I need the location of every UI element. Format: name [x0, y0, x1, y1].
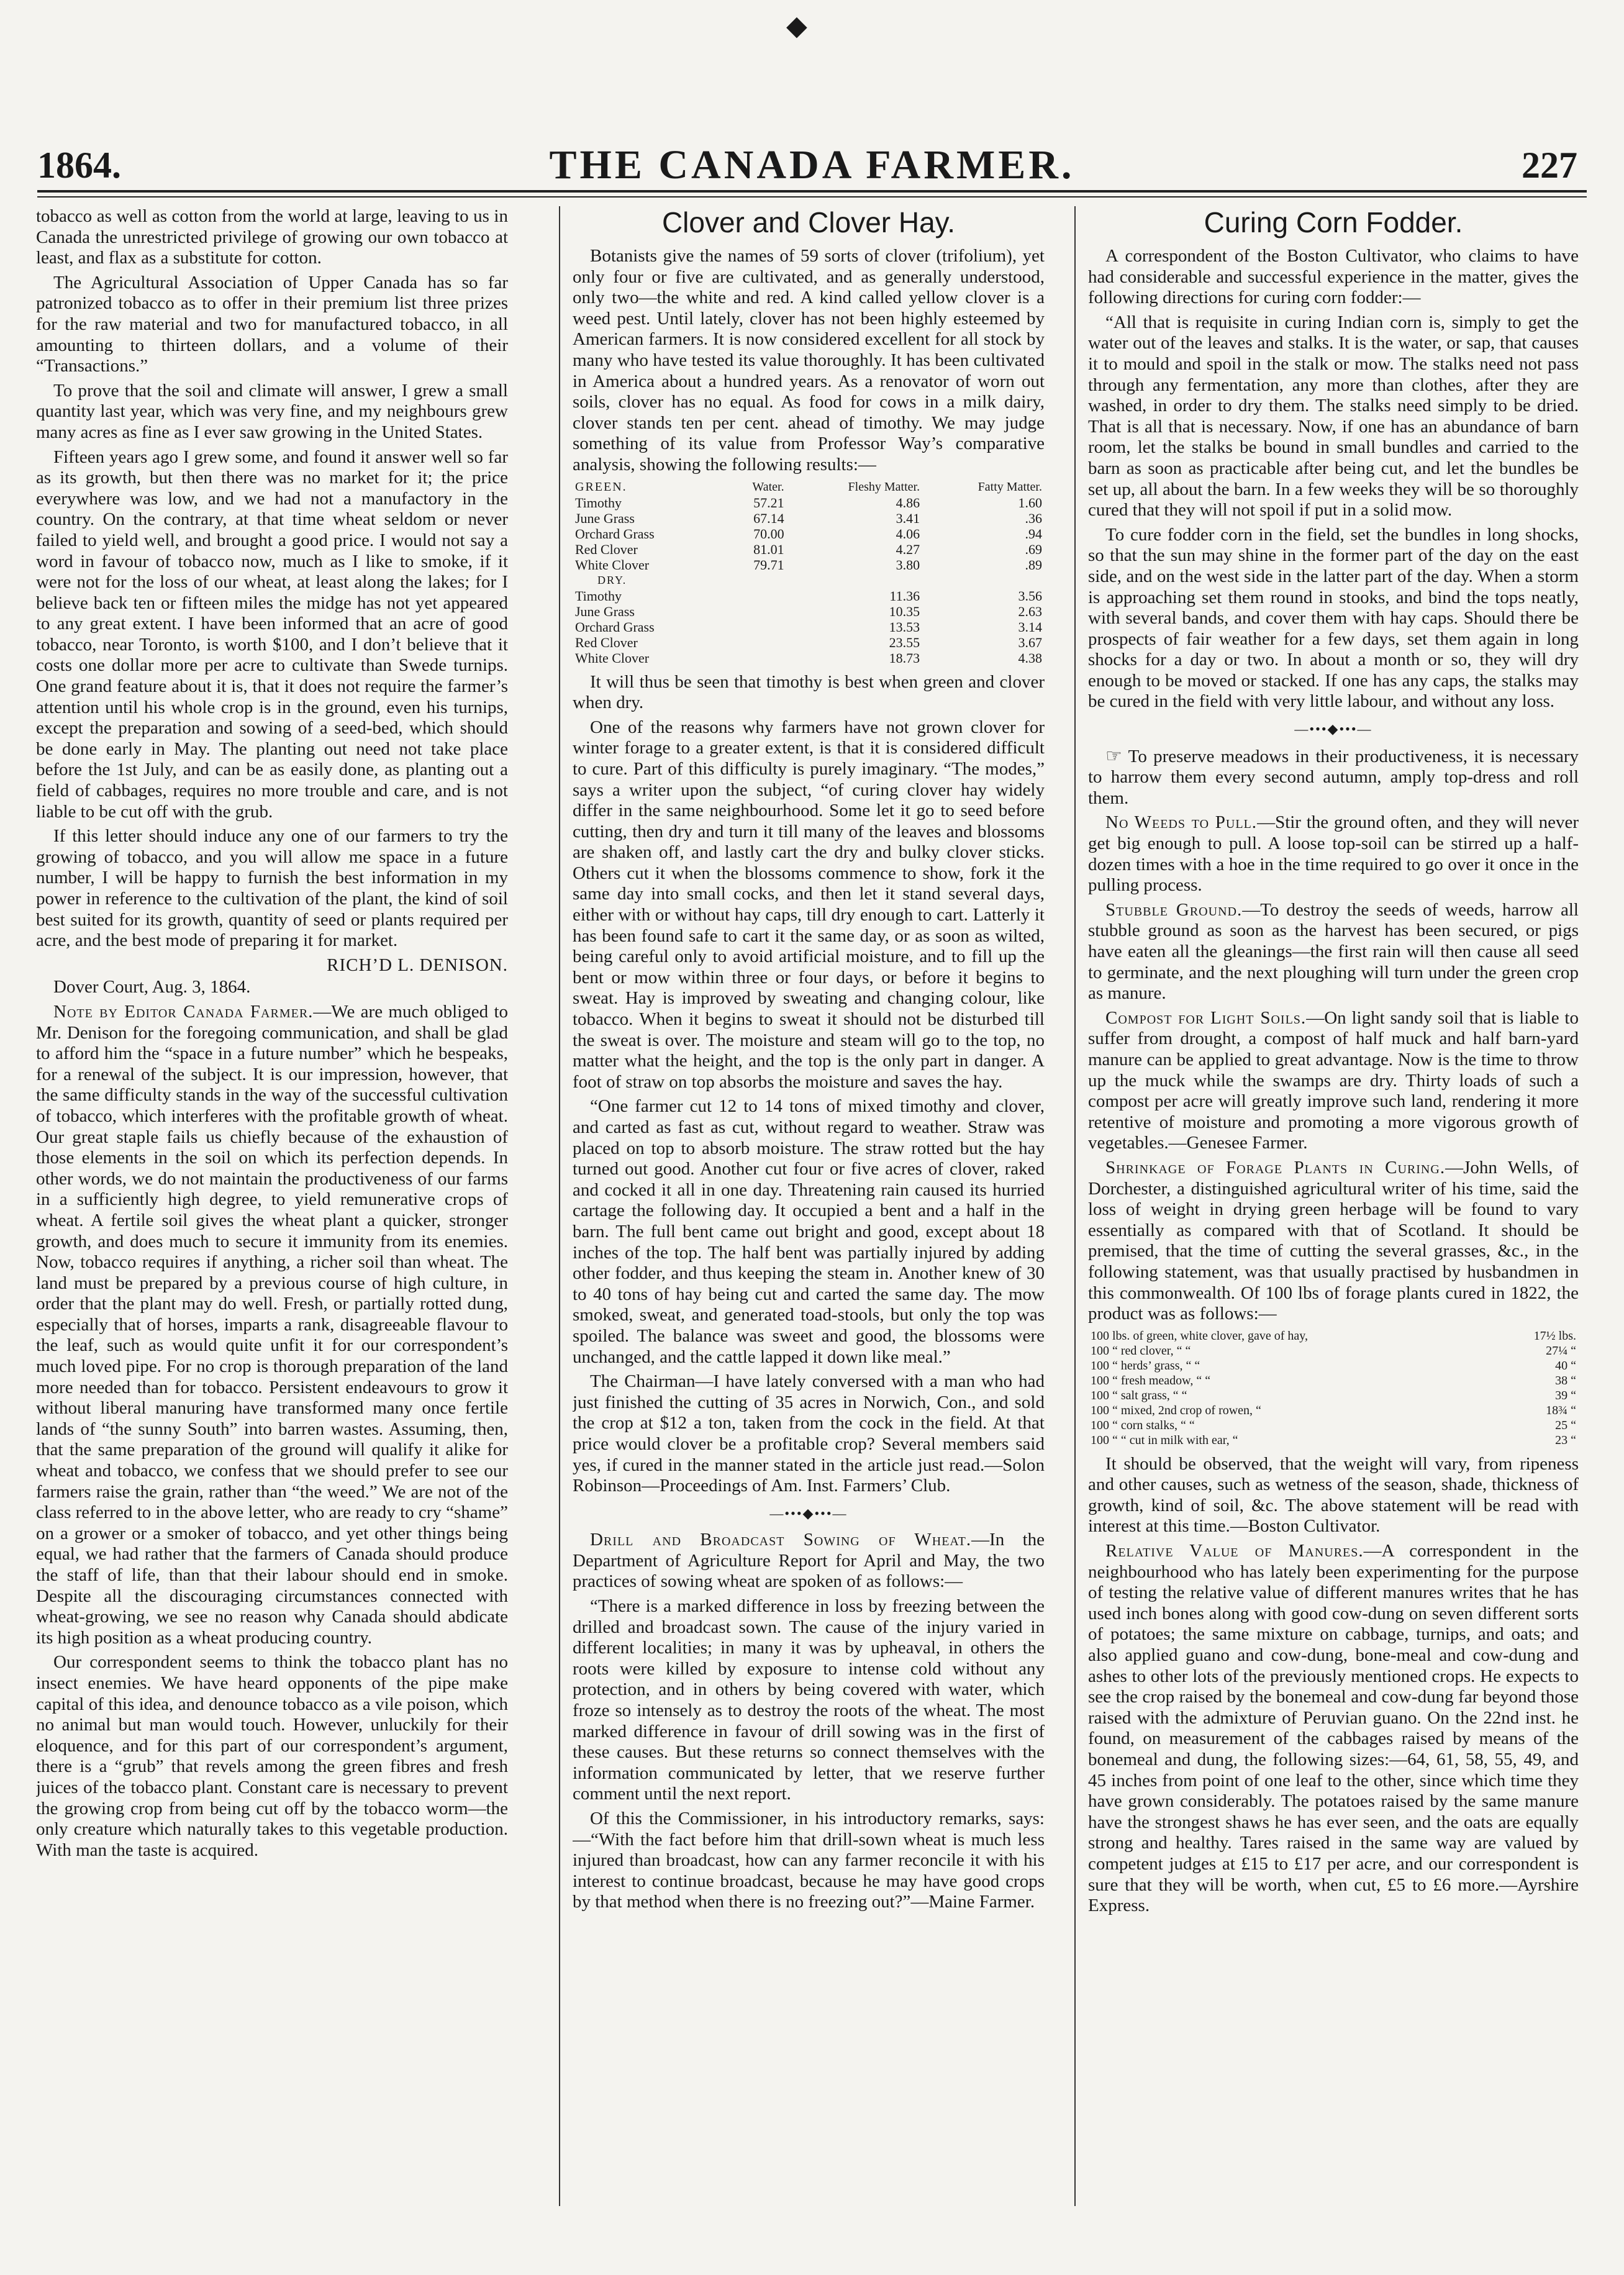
table-cell: 100 “ mixed, 2nd crop of rowen, “: [1091, 1403, 1261, 1417]
compost-note: [1088, 1008, 1579, 1154]
paragraph: Fifteen years ago I grew some, and found it answer well so far as its growth, but then there was no market for it; the price everywhere was low, and we had not a manufactory in the country. On the contrary, at that time wheat seldom or never failed to yield well, and brought a good price. I would not say a word in favour of tobacco now, much as I like to smoke, if it were not for the loss of our wheat, at least along the lakes; for I believe back ten or fifteen miles the midge has not yet appeared to any great extent. I have been informed that an acre of good tobacco, near Toronto, is worth $100, and I don’t believe that it costs one dollar more per acre to cultivate than Swede turnips. One grand feature about it is, that it does not require the farmer’s attention until his whole crop is in the ground, even his turnips, except the preparation and sowing of a seed-bed, which should be done early in May. The planting out need not take place before the 1st July, and can be as easily done, as planting out a field of cabbages, requires no more trouble and care, and is not liable to be cut off with the grub.: [36, 447, 508, 822]
table-cell: Timothy: [575, 588, 622, 604]
table-cell: 100 “ herds’ grass, “ “: [1091, 1358, 1200, 1373]
letter-signature: RICH’D L. DENISON.: [327, 955, 508, 975]
paragraph: Of this the Commissioner, in his introductory remarks, says:—“With the fact before him that drill-sown wheat is much less injured than broadcast, how can any farmer reconcile it with his interest to continue broadcast, because he may have good crops by that method when there is no freezing out?”—Maine Farmer.: [573, 1809, 1045, 1912]
paragraph: “One farmer cut 12 to 14 tons of mixed timothy and clover, and carted as fast as cut, without regard to weather. Straw was placed on top to absorb moisture. The straw rotted but the hay turned out good. Another cut four or five acres of clover, raked and cocked it all in one day. Threatening rain caused its hurried cartage the following day. It occupied a bent and a half in the barn. The full bent came out bright and good, except about 18 inches of the top. The half bent was partially injured by adding other fodder, and thus keeping the steam in. Another knew of 30 to 40 tons of hay being cut and carted the same day. The mow smoked, sweat, and generated toad-stools, but only the top was spoiled. The balance was sweet and good, the blossoms were unchanged, and the cattle lapped it down like meal.”: [573, 1096, 1045, 1367]
article-heading: Clover and Clover Hay.: [661, 206, 956, 238]
stubble-lead: Stubble Ground.: [1105, 899, 1243, 920]
header-rule: [37, 190, 1587, 193]
table-row: [1088, 1328, 1579, 1343]
table-cell: 81.01: [753, 541, 784, 557]
table-cell: 4.86: [896, 494, 920, 511]
editor-note: [36, 1002, 508, 1648]
paragraph: If this letter should induce any one of our farmers to try the growing of tobacco, and you will allow me space in a future number, I will be happy to furnish the best information in my power in reference to the cultivation of the plant, the kind of soil best suited for its growth, quantity of seed or plants required per acre, and the best mode of preparing it for market.: [36, 826, 508, 951]
table-cell: 100 “ fresh meadow, “ “: [1091, 1373, 1211, 1387]
paragraph: A correspondent of the Boston Cultivator, who claims to have had considerable and successful experience in the matter, gives the following directions for curing corn fodder:—: [1088, 246, 1579, 308]
header-rule-thin: [37, 196, 1587, 198]
table-cell: [722, 635, 787, 650]
table-cell: June Grass: [575, 510, 635, 526]
table-cell: .36: [1025, 510, 1042, 526]
table-cell: June Grass: [575, 603, 635, 619]
table-row: [1088, 1343, 1579, 1358]
table-row: [573, 588, 1045, 604]
table-cell: White Clover: [575, 650, 650, 666]
weeds-note: [1088, 812, 1579, 896]
compost-lead: Compost for Light Soils.: [1105, 1007, 1307, 1028]
column-3: [1088, 206, 1579, 2200]
column-1: [36, 206, 508, 2200]
table-cell: 17½ lbs.: [1533, 1328, 1576, 1343]
table-cell: 2.63: [1018, 603, 1042, 619]
table-cell: 13.53: [889, 619, 920, 635]
table-row: [573, 619, 1045, 635]
table-row: [1088, 1403, 1579, 1418]
table-row: [573, 542, 1045, 557]
table-row: [1088, 1388, 1579, 1403]
table-cell: [722, 619, 787, 635]
table-cell: 57.21: [753, 494, 784, 511]
table-cell: 3.67: [1018, 634, 1042, 650]
table-cell: 11.36: [889, 588, 920, 604]
pointing-hand-icon: ☞: [1105, 745, 1122, 766]
table-cell: 3.41: [896, 510, 920, 526]
table-row: [573, 495, 1045, 511]
paragraph: One of the reasons why farmers have not grown clover for winter forage to a greater extent, is that it is considered difficult to cure. Part of this difficulty is purely imaginary. “The modes,” says a writer upon the subject, “of curing clover hay widely differ in the same neighbourhood. Some let it go to seed before cutting, then dry and turn it till many of the leaves and blossoms are shaken off, and lastly cart the dry and bulky clover sticks. Others cut it when the blossoms commence to show, fork it the same day into small cocks, and then let it stand several days, either with or without hay caps, till dry enough to cart. Latterly it has been found safe to cart it the same day, or as soon as wilted, being careful only to avoid artificial moisture, and to fill up the bent or mow within three or four days, or before it begins to sweat. Hay is improved by sweating and changing colour, like tobacco. When it begins to sweat it should not be disturbed till the sweat is over. The moisture and steam will go to the top, no matter what the height, and the top is the only part in danger. A foot of straw on top absorbs the moisture and saves the hay.: [573, 717, 1045, 1092]
column-divider: [559, 206, 560, 2206]
manures-note: [1088, 1541, 1579, 1917]
table-cell: 3.56: [1018, 588, 1042, 604]
table-cell: Red Clover: [575, 541, 638, 557]
table-cell: 67.14: [753, 510, 784, 526]
table-header: Water.: [752, 479, 784, 494]
compost-text: —On light sandy soil that is liable to suffer from drought, a compost of half muck and half barn-yard manure can be applied to great advantage. Now is the time to throw up the muck while the swamps are dry. Thirty loads of such a compost per acre will greatly improve such land, rendering it more retentive of moisture and promoting a more vigorous growth of vegetables.—Genesee Farmer.: [1088, 1007, 1579, 1153]
table-cell: Timothy: [575, 494, 622, 511]
table-cell: 79.71: [753, 556, 784, 573]
manures-lead: Relative Value of Manures.: [1105, 1541, 1364, 1561]
table-cell: 23.55: [889, 634, 920, 650]
table-cell: Orchard Grass: [575, 525, 655, 542]
table-cell: [722, 604, 787, 619]
table-cell: 3.14: [1018, 619, 1042, 635]
stubble-text: —To destroy the seeds of weeds, harrow all stubble ground as soon as the harvest has been secured, or pigs have eaten all the gleanings—the first rain will then cause all seed to germinate, and the next ploughing will turn under the green crop as manure.: [1088, 899, 1579, 1004]
table-cell: 1.60: [1018, 494, 1042, 511]
table-cell: .69: [1025, 541, 1042, 557]
table-cell: .89: [1025, 556, 1042, 573]
paragraph: “All that is requisite in curing Indian corn is, simply to get the water out of the leaves and stalks. It is the water, or sap, that causes it to mould and spoil in the stalk or mow. The stalks need not pass through any fermentation, any more than clothes, after they are washed, in order to dry them. The stalks need simply to be dried. That is all that is necessary. Now, if one has an abundance of barn room, let the stalks be bound in small bundles and carried to the barn as soon as practicable after being cut, and let the bundles be set up, all about the barn. In a few weeks they will be so thoroughly cured that they will not spoil if put in a solid mow.: [1088, 312, 1579, 520]
paragraph: “There is a marked difference in loss by freezing between the drilled and broadcast sown. The cause of the injury varied in different localities; in many it was by upheaval, in others the roots were killed by exposure to intense cold without any protection, and in others by being covered with water, which froze so intensely as to destroy the roots of the wheat. The most marked difference in favour of drill sowing was in the first of these causes. But these returns so connect themselves with the information communicated by letter, that we reserve further comment until the next report.: [573, 1596, 1045, 1804]
page-number: 227: [1522, 145, 1577, 186]
table-cell: 100 “ “ cut in milk with ear, “: [1091, 1433, 1238, 1447]
table-cell: 100 lbs. of green, white clover, gave of hay,: [1091, 1328, 1309, 1343]
table-cell: 3.80: [896, 556, 920, 573]
table-cell: .94: [1025, 525, 1042, 542]
shrinkage-lead: Shrinkage of Forage Plants in Curing.: [1105, 1157, 1446, 1178]
table-cell: 4.38: [1018, 650, 1042, 666]
paragraph: To cure fodder corn in the field, set the bundles in long shocks, so that the sun may shine in the former part of the day on the east side, and on the west side in the latter part of the day. When a storm is approaching set them round in stooks, and bind the tops neatly, with several bands, and cover them with hay caps. Should there be prospects of fair weather for a few days, set them again in long shocks for a day or two. In about a month or so, they will dry enough to be moved or stacked. If one has any caps, the stalks may be cured in the field with very little labour, and without any loss.: [1088, 524, 1579, 712]
editor-note-text: —We are much obliged to Mr. Denison for the foregoing communication, and shall be glad to afford him the “space in a future number” which he bespeaks, for a renewal of the subject. It is our impression, however, that the same difficulty stands in the way of the successful cultivation of tobacco, which interferes with the profitable growth of wheat. Our great staple fails us chiefly because of the exhaustion of those elements in the soil on which its perfection depends. In other words, we do not maintain the productiveness of our farms in a sufficiently high degree, to yield remunerative crops of wheat. A fertile soil gives the wheat plant a quicker, stronger growth, and does much to secure it immunity from its enemies. Now, tobacco requires if anything, a richer soil than wheat. The land must be prepared by a previous course of high culture, in order that the plant may do well. Fresh, or partially rotted dung, especially that of horses, imparts a rank, disagreeable flavour to the leaf, such as would quite unfit it for our correspondent’s much loved pipe. For no crop is thorough preparation of the land more needed than for tobacco. Persistent endeavours to grow it without liberal manuring have transformed many once fertile lands of “the sunny South” into barren wastes. Assuming, then, that the same preparation of the ground will qualify it alike for wheat and tobacco, we confess that we should prefer to see our farmers raise the grain, rather than “the weed.” We are not of the class referred to in the above letter, who are ready to cry “shame” on a grower or a smoker of tobacco, and yet other things being equal, we had rather that the farmers of Canada should produce the staff of life, than that their labour should end in smoke. Despite all the discouraging circumstances connected with wheat-growing, we see no reason why Canada should abdicate its high position as a wheat producing country.: [36, 1001, 508, 1648]
paragraph: It should be observed, that the weight will vary, from ripeness and other causes, such as wetness of the season, shade, thickness of growth, kind of soil, &c. The above statement will be read with interest at this time.—Boston Cultivator.: [1088, 1453, 1579, 1537]
table-cell: 40 “: [1555, 1358, 1576, 1373]
clover-analysis-table: [573, 479, 1045, 666]
table-cell: 18.73: [889, 650, 920, 666]
drill-article: [573, 1530, 1045, 1592]
paragraph: The Agricultural Association of Upper Canada has so far patronized tobacco as to offer in their premium list three prizes for the raw material and two for manufactured tobacco, in all amounting to thirteen dollars, and a volume of their “Transactions.”: [36, 272, 508, 376]
table-header: GREEN.: [575, 479, 627, 494]
table-row: [1088, 1358, 1579, 1373]
article-heading: Curing Corn Fodder.: [1204, 206, 1463, 238]
meadows-note: [1088, 746, 1579, 809]
article-intro: Botanists give the names of 59 sorts of clover (trifolium), yet only four or five are cultivated, and as generally understood, only two—the white and red. A kind called yellow clover is a weed pest. Until lately, clover has not been highly esteemed by American farmers. It is now considered excellent for all stock by many who have tested its value thoroughly. It has been cultivated in America about a hundred years. As a renovator of worn out soils, clover has no equal. As food for cows in a milk dairy, clover stands ten per cent. ahead of timothy. We may judge something of its value from Professor Way’s comparative analysis, showing the following results:—: [573, 246, 1045, 475]
table-cell: White Clover: [575, 556, 650, 573]
table-cell: [722, 588, 787, 604]
table-cell: 39 “: [1555, 1388, 1576, 1402]
shrinkage-table: [1088, 1328, 1579, 1448]
table-row: [573, 557, 1045, 573]
meadows-text: To preserve meadows in their productiveness, it is necessary to harrow them every second autumn, amply top-dress and roll them.: [1088, 746, 1579, 808]
editor-note-lead: Note by Editor Canada Farmer.: [53, 1001, 314, 1022]
table-row: [573, 526, 1045, 542]
drill-article-text: —In the Department of Agriculture Report for April and May, the two practices of sowing wheat are spoken of as follows:—: [573, 1530, 1045, 1592]
table-cell: 4.06: [896, 525, 920, 542]
header-year: 1864.: [37, 145, 121, 186]
paragraph: The Chairman—I have lately conversed with a man who had just finished the cutting of 35 acres in Norwich, Con., and sold the crop at $12 a ton, taken from the cock in the field. At that price would clover be a profitable crop? Several members said yes, if cured in the manner stated in the article just read.—Solon Robinson—Proceedings of Am. Inst. Farmers’ Club.: [573, 1371, 1045, 1496]
paragraph: Our correspondent seems to think the tobacco plant has no insect enemies. We have heard opponents of the pipe make capital of this idea, and denounce tobacco as a vile poison, which no animal but man would touch. However, unluckily for their eloquence, and for this part of our correspondent’s argument, there is a “grub” that revels among the green fibres and fresh juices of the tobacco plant. Constant care is necessary to prevent the growing crop from being cut off by the tobacco worm—the only creature which naturally takes to this vegetable production. With man the taste is acquired.: [36, 1652, 508, 1860]
table-cell: 18¾ “: [1546, 1403, 1576, 1417]
table-header: Fleshy Matter.: [848, 479, 920, 494]
weeds-text: —Stir the ground often, and they will never get big enough to pull. A loose top-soil can be stirred up a half-dozen times with a hoe in the time required to go over it once in the pulling process.: [1088, 812, 1579, 896]
table-cell: [722, 650, 787, 666]
table-cell: 100 “ salt grass, “ “: [1091, 1388, 1187, 1402]
table-header: Fatty Matter.: [978, 479, 1042, 494]
table-cell: 100 “ corn stalks, “ “: [1091, 1418, 1195, 1432]
table-row: [573, 650, 1045, 666]
table-cell: 100 “ red clover, “ “: [1091, 1343, 1191, 1358]
top-ornament-icon: ◆: [786, 11, 807, 41]
table-row: [573, 511, 1045, 526]
manures-text: —A correspondent in the neighbourhood who has lately been experimenting for the purpose of testing the relative value of different manures writes that he has used inch bones along with good cow-dung on seven different sorts of potatoes; the same mixture on cabbage, turnips, and oats; and also applied guano and cow-dung, bone-meal and cow-dung and ashes to other lots of the previously mentioned crops. He expects to see the crop raised by the bonemeal and cow-dung far beyond those raised with the admixture of Peruvian guano. On the 22nd inst. he found, on measurement of the cabbages raised by means of the bonemeal and dung, the following sizes:—64, 61, 58, 55, 49, and 45 inches from point of one leaf to the other, since which time they have grown considerably. The potatoes raised by the same manure have the strongest shaws he has ever seen, and the oats are equally strong and healthy. Tares raised in the same way are valued by competent judges at £15 to £17 per acre, and our correspondent is sure that they will be worth, when cut, £5 to £6 more.—Ayrshire Express.: [1088, 1541, 1579, 1916]
table-cell: 25 “: [1555, 1418, 1576, 1432]
table-row: [1088, 1373, 1579, 1388]
paragraph: To prove that the soil and climate will answer, I grew a small quantity last year, which was very fine, and my neighbours grew many acres as fine as I ever saw growing in the United States.: [36, 380, 508, 442]
column-2: [573, 206, 1045, 2200]
table-subheading: DRY.: [597, 573, 627, 586]
section-ornament: —•••◆•••—: [769, 1505, 848, 1521]
table-cell: 27¼ “: [1546, 1343, 1576, 1358]
stubble-note: [1088, 900, 1579, 1004]
table-row: [573, 604, 1045, 619]
section-ornament: —•••◆•••—: [1294, 721, 1372, 737]
table-cell: 70.00: [753, 525, 784, 542]
table-row: [1088, 1433, 1579, 1448]
masthead-title: THE CANADA FARMER.: [549, 142, 1075, 188]
table-cell: 38 “: [1555, 1373, 1576, 1387]
shrinkage-text: —John Wells, of Dorchester, a distinguished agricultural writer of his time, said the loss of weight in drying green herbage will be found to vary essentially as compared with that of Scotland. It should be premised, that the time of cutting the several grasses, &c., in the following statement, was that usually practised by husbandmen in this commonwealth. Of 100 lbs of forage plants cured in 1822, the product was as follows:—: [1088, 1157, 1579, 1324]
shrinkage-note: [1088, 1158, 1579, 1325]
column-divider: [1074, 206, 1076, 2206]
table-cell: 23 “: [1555, 1433, 1576, 1447]
table-cell: 4.27: [896, 541, 920, 557]
table-row: [1088, 1418, 1579, 1433]
drill-article-lead: Drill and Broadcast Sowing of Wheat.: [590, 1530, 972, 1550]
table-cell: Orchard Grass: [575, 619, 655, 635]
table-cell: 10.35: [889, 603, 920, 619]
paragraph: tobacco as well as cotton from the world at large, leaving to us in Canada the unrestricted privilege of growing our own tobacco at least, and flax as a substitute for cotton.: [36, 206, 508, 268]
dateline: Dover Court, Aug. 3, 1864.: [53, 977, 251, 997]
table-row: [573, 635, 1045, 650]
weeds-lead: No Weeds to Pull.: [1105, 812, 1258, 833]
paragraph: It will thus be seen that timothy is best when green and clover when dry.: [573, 671, 1045, 713]
table-cell: Red Clover: [575, 634, 638, 650]
